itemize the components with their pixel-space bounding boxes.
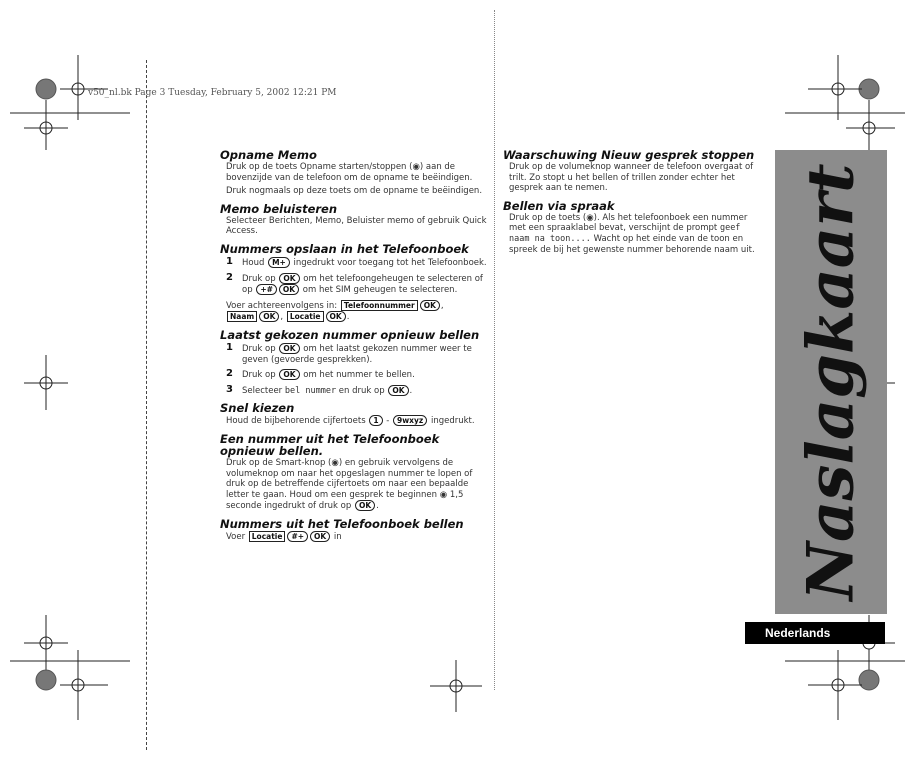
heading-nummers-opslaan: Nummers opslaan in het Telefoonboek <box>220 241 469 256</box>
left-column <box>220 149 488 545</box>
paragraph: Voer Locatie #+ OK in <box>226 531 342 542</box>
paragraph: Houd de bijbehorende cijfertoets 1 - 9wxyz ingedrukt. <box>226 416 475 427</box>
paragraph: Druk op de toets (◉). Als het telefoonboek een nummer met een spraaklabel bevat, verschijnt de prompt geef naam na toon.... Wacht op het einde van de toon en spreek de bij het gewenste nummer behorende naam uit. <box>509 212 755 255</box>
field-telefoonnummer: Telefoonnummer <box>341 300 418 311</box>
ok-key-icon: OK <box>279 343 299 354</box>
paragraph: Druk op de Smart-knop (◉) en gebruik vervolgens de volumeknop om naar het opgeslagen nummer te lopen of druk op de betreffende cijfertoets om naar een bepaalde letter te gaan. Houd om een gesprek te beginnen ◉ 1,5 seconde ingedrukt of druk op OK . <box>226 457 473 512</box>
phonebook-key-icon: M+ <box>268 257 290 268</box>
ok-key-icon: OK <box>420 300 440 311</box>
ok-key-icon: OK <box>259 311 279 322</box>
paragraph: Selecteer Berichten, Memo, Beluister memo of gebruik Quick Access. <box>226 215 487 237</box>
ok-key-icon: OK <box>355 500 375 511</box>
ok-key-icon: OK <box>310 531 330 542</box>
field-naam: Naam <box>227 311 257 322</box>
list-item: 3 Selecteer bel nummer en druk op OK . <box>226 383 413 396</box>
display-text: geef naam na toon.... <box>509 223 741 244</box>
ok-key-icon: OK <box>388 385 408 396</box>
list-item: 2 Druk op OK om het nummer te bellen. <box>226 368 415 381</box>
smart-key-icon: ◉ <box>331 457 339 468</box>
digit-1-key-icon: 1 <box>369 415 382 426</box>
digit-9-key-icon: 9wxyz <box>393 415 427 426</box>
paragraph: Druk op de toets Opname starten/stoppen (◉) aan de bovenzijde van de telefoon om de opname te beëindigen. <box>226 162 473 183</box>
heading-waarschuwing: Waarschuwing Nieuw gesprek stoppen <box>503 148 755 162</box>
list-item: 1 Houd M+ ingedrukt voor toegang tot het Telefoonboek. <box>226 255 487 268</box>
list-item: 2 Druk op OK om het telefoongeheugen te selecteren of op +# OK om het SIM geheugen te selecteren. <box>226 271 483 296</box>
ok-key-icon: OK <box>279 284 299 295</box>
heading-een-nummer-opnieuw: Een nummer uit het Telefoonboek opnieuw bellen. <box>220 431 440 458</box>
heading-snel-kiezen: Snel kiezen <box>220 401 295 416</box>
sidebar-title: Naslagkaart <box>793 163 869 601</box>
steps-list <box>220 257 488 296</box>
hash-key-icon: +# <box>256 284 277 295</box>
ok-key-icon: OK <box>279 369 299 380</box>
field-locatie: Locatie <box>287 311 324 322</box>
field-locatie: Locatie <box>249 531 286 542</box>
language-label: Nederlands <box>765 626 831 640</box>
paragraph: Voer achtereenvolgens in: Telefoonnummer OK , Naam OK , Locatie OK . <box>226 300 444 323</box>
heading-laatst-gekozen: Laatst gekozen nummer opnieuw bellen <box>220 327 480 342</box>
heading-bellen-via-spraak: Bellen via spraak <box>503 198 615 213</box>
smart-key-icon: ◉ <box>439 489 448 500</box>
list-item: 1 Druk op OK om het laatst gekozen nummer weer te geven (gevoerde gesprekken). <box>226 341 472 365</box>
heading-nummers-bellen: Nummers uit het Telefoonboek bellen <box>220 516 464 531</box>
display-text: bel nummer <box>284 385 337 396</box>
paragraph: Druk op de volumeknop wanneer de telefoon overgaat of trilt. Zo stopt u het bellen of trillen zonder echter het gesprek aan te nemen. <box>509 162 754 194</box>
ok-key-icon: OK <box>279 273 299 284</box>
paragraph: Druk nogmaals op deze toets om de opname te beëindigen. <box>226 186 483 197</box>
record-key-icon: ◉ <box>412 162 420 172</box>
ok-key-icon: OK <box>326 311 346 322</box>
heading-opname-memo: Opname Memo <box>220 148 317 162</box>
print-slug: v50_nl.bk Page 3 Tuesday, February 5, 2002 12:21 PM <box>88 88 337 98</box>
right-column <box>503 149 765 258</box>
voice-key-icon: ◉ <box>586 212 594 223</box>
steps-list <box>220 343 488 396</box>
hash-key-icon: #+ <box>287 531 308 542</box>
heading-memo-beluisteren: Memo beluisteren <box>220 201 338 216</box>
